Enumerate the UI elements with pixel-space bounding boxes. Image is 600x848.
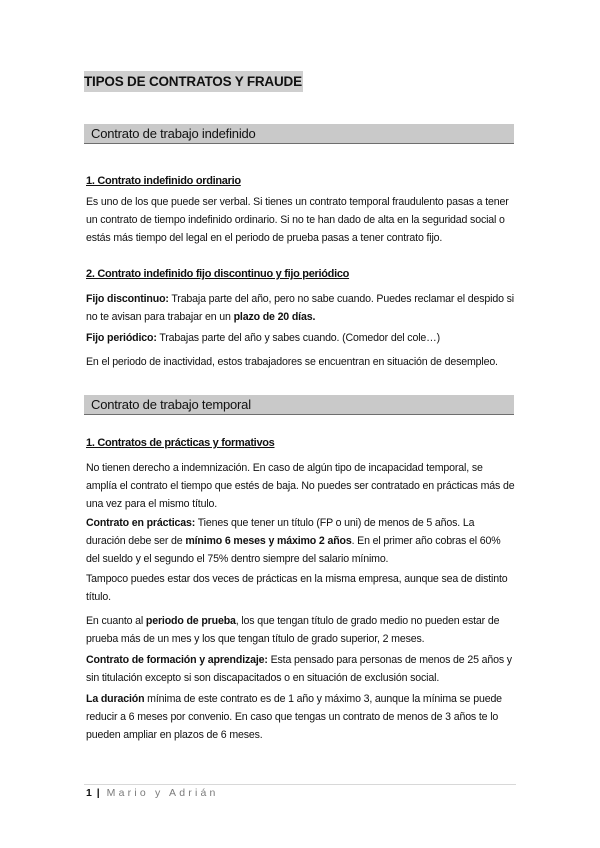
label-contrato-practicas: Contrato en prácticas:: [86, 517, 196, 529]
section-heading-text: Contrato de trabajo temporal: [91, 397, 251, 412]
paragraph-fijo-discontinuo: [86, 290, 516, 326]
subheading-fijo-discontinuo-periodico: 2. Contrato indefinido fijo discontinuo y fijo periódico: [86, 268, 350, 280]
paragraph-contrato-practicas: [86, 514, 516, 569]
label-duracion: La duración: [86, 693, 145, 705]
document-title: TIPOS DE CONTRATOS Y FRAUDE: [84, 71, 303, 92]
paragraph-dos-veces: Tampoco puedes estar dos veces de prácticas en la misma empresa, aunque sea de distinto título.: [86, 573, 508, 604]
text-fijo-discontinuo: Trabaja parte del año, pero no sabe cuando. Puedes reclamar el despido si no te avisan para trabajar en un: [86, 293, 514, 324]
paragraph-fijo-periodico: [86, 329, 516, 347]
paragraph-practicas-intro: No tienen derecho a indemnización. En caso de algún tipo de incapacidad temporal, se amplía el contrato el tiempo que estés de baja. No puedes ser contratado en prácticas más de una vez para el mismo título.: [86, 462, 515, 511]
text-fijo-periodico: Trabajas parte del año y sabes cuando. (Comedor del cole…): [156, 332, 440, 344]
footer-separator: |: [96, 787, 100, 799]
bold-plazo-20-dias: plazo de 20 días.: [233, 311, 316, 324]
page-footer: [86, 786, 219, 800]
label-formacion-aprendizaje: Contrato de formación y aprendizaje:: [86, 654, 268, 666]
text-formacion: Esta pensado para personas de menos de 25 años y sin titulación excepto si son discapacitados o en situación de exclusión social.: [86, 654, 512, 685]
section-heading-indefinido: [84, 124, 514, 144]
text-prueba-b: , los que tengan título de grado medio no pueden estar de prueba más de un mes y los que tengan título de grado superior, 2 meses.: [86, 615, 500, 646]
paragraph-periodo-prueba: [86, 612, 516, 648]
bold-minimo-maximo: mínimo 6 meses y máximo 2 años: [185, 535, 352, 548]
section-heading-temporal: [84, 395, 514, 415]
text-practicas-a: Tienes que tener un título (FP o uni) de menos de 5 años. La duración debe ser de: [86, 517, 475, 548]
bold-periodo-prueba: periodo de prueba: [145, 615, 236, 627]
text-duracion: mínima de este contrato es de 1 año y máximo 3, aunque la mínima se puede reducir a 6 meses por convenio. En caso que tengas un contrato de menos de 3 años te lo pueden ampliar en plazos de 6 meses.: [86, 693, 502, 742]
text-prueba-a: En cuanto al: [86, 615, 146, 627]
text-practicas-b: . En el primer año cobras el 60% del sueldo y el segundo el 75% dentro siempre del salario mínimo.: [86, 535, 501, 566]
paragraph-indefinido-ordinario: Es uno de los que puede ser verbal. Si tienes un contrato temporal fraudulento pasas a tener un contrato de tiempo indefinido ordinario. Si no te han dado de alta en la seguridad social o estás más tiempo del legal en el periodo de prueba pasas a tener contrato fijo.: [86, 196, 509, 245]
footer-authors: Mario y Adrián: [106, 787, 219, 799]
paragraph-inactividad: En el periodo de inactividad, estos trabajadores se encuentran en situación de desempleo.: [86, 356, 498, 368]
page-number: 1: [86, 787, 92, 799]
paragraph-formacion-aprendizaje: [86, 651, 516, 687]
label-fijo-discontinuo: Fijo discontinuo:: [86, 293, 169, 305]
subheading-practicas-formativos: 1. Contratos de prácticas y formativos: [86, 437, 275, 449]
paragraph-duracion: [86, 690, 516, 745]
section-heading-text: Contrato de trabajo indefinido: [91, 126, 256, 141]
label-fijo-periodico: Fijo periódico:: [86, 332, 157, 344]
subheading-indefinido-ordinario: 1. Contrato indefinido ordinario: [86, 175, 241, 187]
footer-divider: [84, 784, 516, 785]
